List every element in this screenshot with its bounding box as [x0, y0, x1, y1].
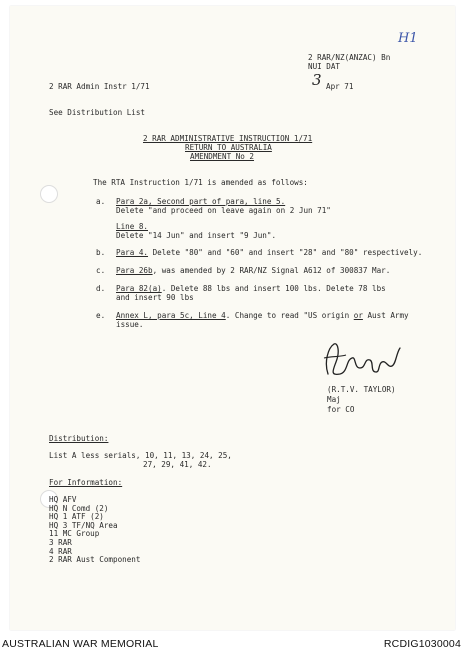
- document-title: 2 RAR ADMINISTRATIVE INSTRUCTION 1/71: [143, 134, 313, 143]
- for-information-item: 4 RAR: [49, 546, 72, 556]
- item-d-text: . Delete 88 lbs and insert 100 lbs. Delete 78 lbs: [161, 284, 386, 293]
- date: Apr 71: [326, 82, 354, 91]
- item-e-text-end: Aust Army: [362, 311, 409, 320]
- signatory-rank: Maj: [327, 395, 341, 404]
- item-e-text-2: issue.: [116, 320, 144, 329]
- unit-line: 2 RAR/NZ(ANZAC) Bn: [308, 53, 391, 62]
- distribution-note: See Distribution List: [49, 108, 146, 117]
- item-letter: d.: [96, 284, 106, 293]
- item-letter: a.: [96, 197, 106, 206]
- signatory-name: (R.T.V. TAYLOR): [327, 385, 396, 394]
- footer-id: RCDIG1030004: [383, 638, 461, 650]
- signature-image: [318, 338, 404, 382]
- item-b-reference: Para 4.: [116, 248, 149, 257]
- for-information-item: 11 MC Group: [49, 529, 100, 539]
- footer-source: AUSTRALIAN WAR MEMORIAL: [2, 638, 159, 650]
- item-letter: b.: [96, 248, 106, 257]
- item-d-reference: Para 82(a): [116, 284, 162, 293]
- item-b-line: [116, 248, 422, 258]
- instruction-reference: 2 RAR Admin Instr 1/71: [49, 82, 150, 91]
- item-e-reference: Annex L, para 5c, Line 4: [116, 311, 226, 320]
- for-information-item: HQ 3 TF/NQ Area: [49, 520, 118, 530]
- for-information-item: HQ N Comd (2): [49, 503, 109, 513]
- item-a-text-2: Delete "14 Jun" and insert "9 Jun".: [116, 231, 277, 240]
- handwritten-date-day: 3: [312, 71, 322, 89]
- location: NUI DAT: [308, 62, 341, 71]
- item-d-text-2: and insert 90 lbs: [116, 293, 194, 302]
- item-e-line: [116, 311, 409, 321]
- for-information-item: 2 RAR Aust Component: [49, 555, 141, 565]
- handwritten-page-number: H1: [398, 31, 418, 46]
- signatory-for: for CO: [327, 405, 355, 414]
- intro-text: The RTA Instruction 1/71 is amended as follows:: [93, 178, 308, 187]
- item-letter: c.: [96, 266, 106, 275]
- punch-hole: [40, 185, 58, 203]
- item-e-text: . Change to read "US origin: [225, 311, 354, 320]
- for-information-item: HQ 1 ATF (2): [49, 512, 104, 522]
- item-a-reference-2: Line 8.: [116, 222, 149, 231]
- amendment-number: AMENDMENT No 2: [190, 152, 255, 161]
- item-e-or: or: [353, 311, 363, 320]
- item-b-text: Delete "80" and "60" and insert "28" and "80" respectively.: [148, 248, 423, 257]
- item-c-line: [116, 266, 390, 276]
- document-subtitle: RETURN TO AUSTRALIA: [185, 143, 272, 152]
- item-letter: e.: [96, 311, 106, 320]
- for-information-heading: For Information:: [49, 478, 123, 487]
- item-a-text: Delete "and proceed on leave again on 2 Jun 71": [116, 206, 331, 215]
- distribution-line-2: 27, 29, 41, 42.: [143, 460, 212, 469]
- item-c-reference: Para 26b: [116, 266, 153, 275]
- item-a-reference: Para 2a, Second part of para, line 5.: [116, 197, 286, 206]
- distribution-line-1: List A less serials, 10, 11, 13, 24, 25,: [49, 451, 232, 460]
- for-information-item: HQ AFV: [49, 495, 77, 504]
- distribution-heading: Distribution:: [49, 434, 109, 443]
- for-information-item: 3 RAR: [49, 538, 72, 547]
- item-c-text: , was amended by 2 RAR/NZ Signal A612 of 300837 Mar.: [152, 266, 391, 275]
